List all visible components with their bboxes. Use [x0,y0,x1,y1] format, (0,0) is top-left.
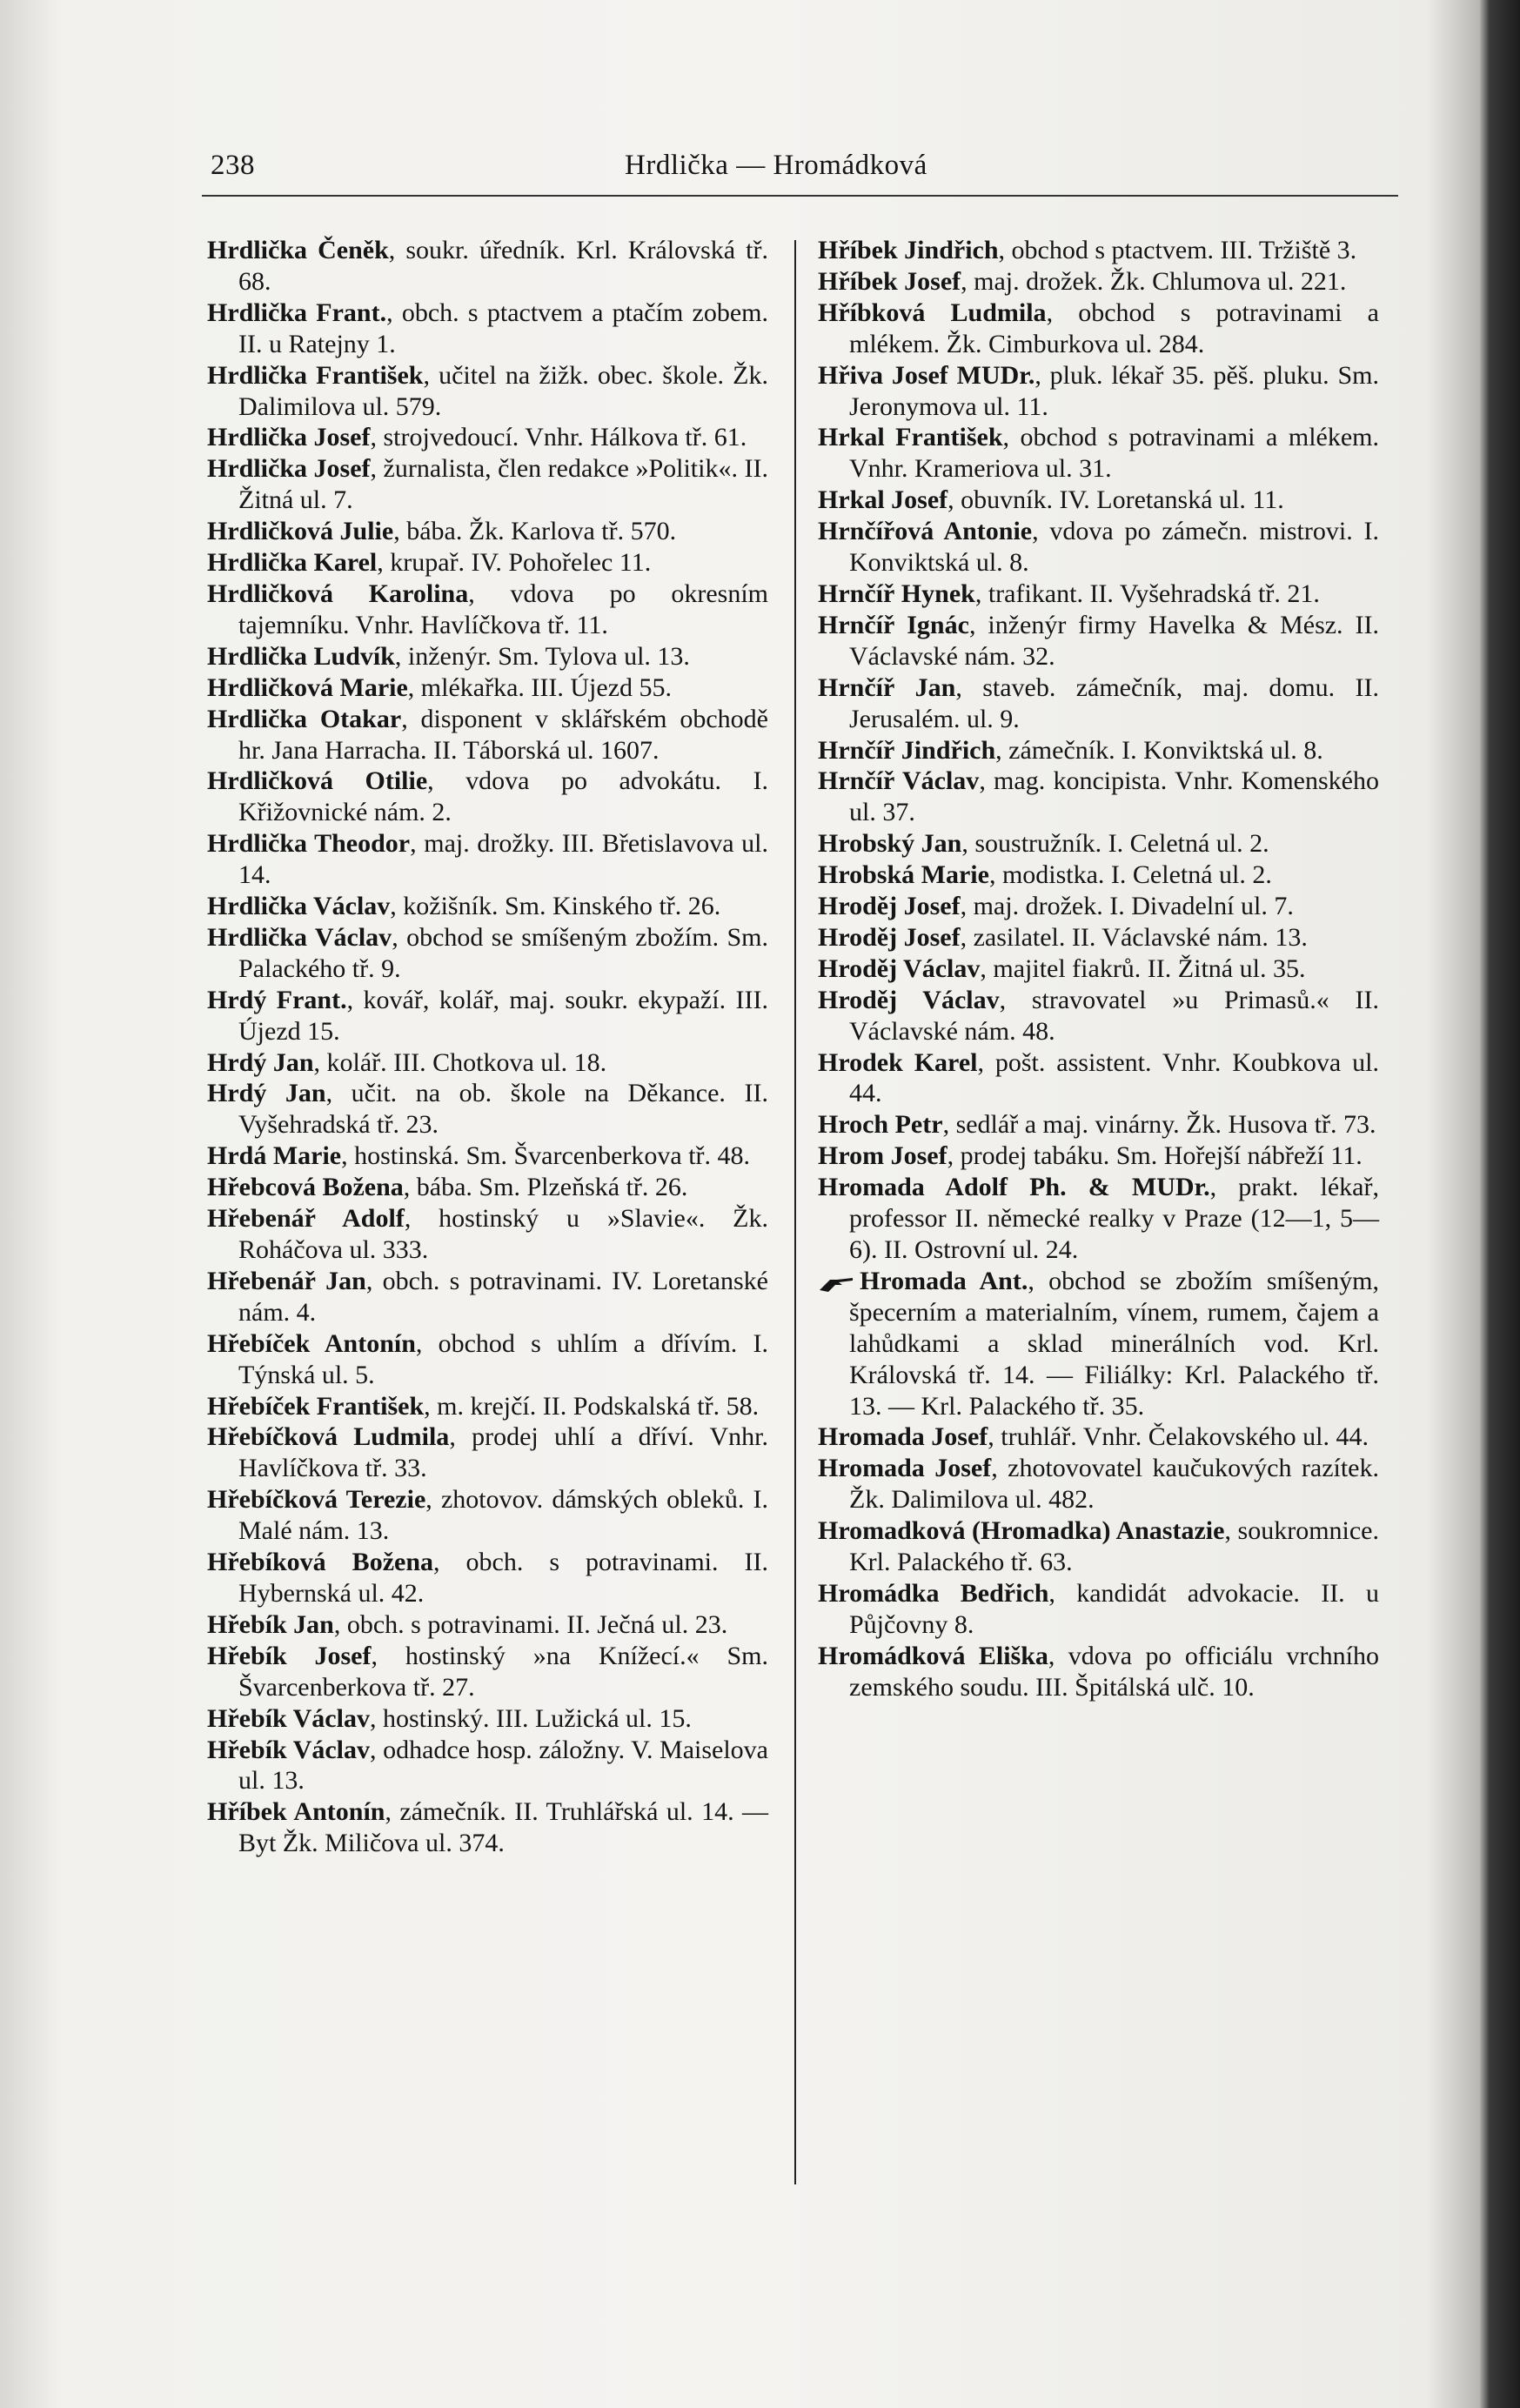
entry-details: , soustružník. I. Celetná ul. 2. [961,829,1269,859]
entry-name: Hrdličková Marie [207,672,408,702]
directory-entry [207,1735,768,1797]
header-rule [202,195,1398,197]
entry-name: Hrdlička Theodor [207,829,411,859]
entry-details: , mlékařka. III. Újezd 55. [407,672,673,702]
directory-entry [207,1796,768,1859]
entry-name: Hřebíčková Ludmila [207,1422,450,1452]
directory-entry [818,766,1379,828]
directory-entry [818,610,1379,672]
entry-details: , zasilatel. II. Václavské nám. 13. [960,922,1308,952]
entry-details: , vdova po okresním tajemníku. Vnhr. Havlíčkova tř. 11. [238,579,768,639]
entry-name: Hrdlička Josef [207,423,371,452]
entry-name: Hromada Josef [818,1422,988,1452]
pointing-hand-icon [818,1273,854,1294]
entry-name: Hrdý Jan [207,1047,314,1077]
entry-name: Hřebík Václav [207,1735,371,1764]
entry-details: , obchod s potravinami a mlékem. Vnhr. Krameriova ul. 31. [849,423,1379,484]
entry-name: Hroděj Josef [818,922,961,952]
entry-name: Hroděj Josef [818,892,961,921]
directory-entry [207,579,768,641]
entry-name: Hříbek Jindřich [818,236,999,264]
entry-name: Hrnčířová Antonie [818,517,1033,546]
directory-entry [207,985,768,1047]
entry-name: Hřebík Václav [207,1703,370,1733]
entry-name: Hříbek Josef [818,266,961,296]
entry-details: , hostinská. Sm. Švarcenberkova tř. 48. [341,1141,751,1171]
entry-details: , m. krejčí. II. Podskalská tř. 58. [424,1391,760,1421]
directory-entry [818,266,1379,298]
directory-entry [818,828,1379,860]
left-column [207,235,768,1859]
entry-name: Hrdlička Otakar [207,704,402,733]
entry-details: , inženýr firmy Havelka & Mész. II. Václavské nám. 32. [849,610,1379,671]
running-title: Hrdlička — Hromádková [625,150,927,181]
directory-entry [207,516,768,547]
entry-details: , obchod se zbožím smíšeným, špecerním a materialním, vínem, rumem, čajem a lahůdkami a sklad minerálních vod. Krl. Královská tř. 14. — Filiálky: Krl. Palackého tř. 13. — Krl. Palackého tř. 35. [849,1266,1380,1421]
directory-entry [207,704,768,766]
entry-name: Hřebík Josef [207,1641,372,1670]
directory-entry [207,672,768,704]
directory-entry [207,1547,768,1609]
entry-details: , zhotovov. dámských obleků. I. Malé nám. 13. [238,1485,768,1546]
entry-name: Hroděj Václav [818,953,981,983]
entry-name: Hrnčíř Jan [818,672,956,702]
directory-entry [207,1421,768,1484]
right-column [818,235,1379,1703]
entry-name: Hřebenář Adolf [207,1204,405,1234]
page-number: 238 [211,150,255,181]
entry-details: , obchod s uhlím a dřívím. I. Týnská ul. 5. [238,1328,768,1389]
directory-entry [207,1203,768,1266]
entry-name: Hromádka Bedřich [818,1578,1049,1608]
entry-details: , prodej tabáku. Sm. Hořejší nábřeží 11. [947,1141,1363,1171]
entry-name: Hříbková Ludmila [818,298,1047,327]
entry-name: Hrkal Josef [818,485,948,515]
directory-entry [207,1078,768,1140]
entry-name: Hrkal František [818,423,1003,452]
entry-name: Hrdlička Josef [207,454,371,484]
entry-details: , trafikant. II. Vyšehradská tř. 21. [974,579,1320,608]
entry-details: , staveb. zámečník, maj. domu. II. Jerusalém. ul. 9. [849,672,1379,733]
directory-entry [818,735,1379,766]
entry-name: Hrnčíř Hynek [818,579,975,608]
entry-details: , žurnalista, člen redakce »Politik«. II. Žitná ul. 7. [238,454,768,515]
directory-entry [207,828,768,891]
directory-entry [207,891,768,922]
column-divider [794,240,796,2184]
entry-name: Hrnčíř Ignác [818,610,969,639]
entry-details: , mag. koncipista. Vnhr. Komenského ul. 37. [849,766,1379,827]
entry-details: , kolář. III. Chotkova ul. 18. [313,1047,607,1077]
entry-details: , obchod s ptactvem. III. Tržiště 3. [998,236,1357,264]
entry-details: , kovář, kolář, maj. soukr. ekypaží. III. Újezd 15. [238,985,768,1046]
directory-entry [818,298,1379,360]
directory-entry [818,891,1379,922]
entry-name: Hromádková Eliška [818,1641,1048,1670]
entry-details: , kožišník. Sm. Kinského tř. 26. [390,892,721,921]
entry-details: , strojvedoucí. Vnhr. Hálkova tř. 61. [370,423,747,452]
directory-entry [207,1172,768,1203]
directory-entry [207,1328,768,1391]
directory-entry [207,1266,768,1328]
entry-name: Hrnčíř Jindřich [818,735,996,765]
directory-entry [818,1109,1379,1140]
entry-name: Hrom Josef [818,1141,947,1171]
entry-name: Hromadková (Hromadka) Anastazie [818,1516,1225,1546]
directory-entry [207,1641,768,1703]
directory-entry [207,298,768,360]
entry-name: Hrdý Frant. [207,985,347,1014]
directory-entry [207,453,768,516]
entry-details: , bába. Sm. Plzeňská tř. 26. [403,1173,688,1202]
entry-name: Hrnčíř Václav [818,766,980,796]
entry-details: , zámečník. I. Konviktská ul. 8. [995,735,1323,765]
directory-entry [818,1641,1379,1703]
directory-entry [207,1047,768,1079]
entry-details: , obuvník. IV. Loretanská ul. 11. [947,485,1284,515]
directory-entry [818,516,1379,579]
entry-details: , maj. drožky. III. Břetislavova ul. 14. [238,829,768,890]
entry-details: , maj. drožek. I. Divadelní ul. 7. [960,892,1294,921]
directory-entry [818,1515,1379,1578]
directory-entry [818,672,1379,735]
entry-details: , vdova po officiálu vrchního zemského soudu. III. Špitálská ulč. 10. [849,1641,1379,1702]
directory-entry [207,1391,768,1422]
entry-name: Hrdlička Karel [207,548,378,578]
entry-name: Hrdlička Čeněk [207,236,389,264]
entry-details: , zhotovovatel kaučukových razítek. Žk. Dalimilova ul. 482. [849,1454,1379,1515]
directory-entry [207,641,768,672]
entry-details: , modistka. I. Celetná ul. 2. [988,860,1272,890]
page-header [202,146,1398,188]
directory-entry [818,1453,1379,1515]
directory-entry [818,860,1379,891]
entry-name: Hřebíček Antonín [207,1328,416,1358]
directory-entry [207,766,768,828]
directory-entry [818,235,1379,266]
entry-name: Hrdlička Frant. [207,298,387,327]
directory-entry [207,1609,768,1641]
directory-entry [207,360,768,423]
entry-details: , kandidát advokacie. II. u Půjčovny 8. [849,1578,1379,1639]
entry-details: , učitel na žižk. obec. škole. Žk. Dalimilova ul. 579. [238,360,768,421]
directory-entry [818,1172,1379,1266]
entry-details: , prodej uhlí a dříví. Vnhr. Havlíčkova tř. 33. [238,1422,768,1483]
entry-details: , obchod se smíšeným zbožím. Sm. Palackého tř. 9. [238,922,769,983]
directory-entry [818,360,1379,423]
entry-details: , majitel fiakrů. II. Žitná ul. 35. [980,953,1306,983]
entry-name: Hromada Adolf Ph. & MUDr. [818,1173,1210,1202]
entry-details: , soukr. úředník. Krl. Královská tř. 68. [238,236,768,296]
entry-name: Hrdlička Ludvík [207,641,395,671]
directory-entry [818,1140,1379,1172]
entry-name: Hrobská Marie [818,860,989,890]
directory-entry [818,1266,1379,1422]
entry-name: Hřebenář Jan [207,1266,366,1295]
entry-details: , obch. s ptactvem a ptačím zobem. II. u Ratejny 1. [238,298,769,358]
directory-entry [207,922,768,985]
entry-name: Hromada Josef [818,1454,992,1483]
entry-details: , obch. s potravinami. II. Ječná ul. 23. [333,1609,728,1639]
entry-name: Hroch Petr [818,1110,943,1140]
directory-entry [818,485,1379,516]
entry-details: , disponent v sklářském obchodě hr. Jana Harracha. II. Táborská ul. 1607. [238,704,768,765]
entry-name: Hrdý Jan [207,1079,326,1108]
entry-details: , hostinský. III. Lužická ul. 15. [369,1703,692,1733]
directory-entry [207,547,768,579]
directory-entry [207,1140,768,1172]
entry-name: Hrdlička Václav [207,892,391,921]
directory-entry [207,1703,768,1735]
entry-name: Hromada Ant. [860,1266,1028,1295]
entry-details: , obch. s potravinami. II. Hybernská ul. 42. [238,1548,768,1608]
entry-details: , soukromnice. Krl. Palackého tř. 63. [849,1516,1379,1577]
entry-name: Hřebíková Božena [207,1548,434,1577]
entry-name: Hřebíčková Terezie [207,1485,426,1515]
entry-details: , pošt. assistent. Vnhr. Koubkova ul. 44. [849,1047,1379,1108]
entry-name: Hrdličková Otilie [207,766,428,796]
entry-details: , krupař. IV. Pohořelec 11. [377,548,652,578]
directory-entry [207,422,768,453]
entry-name: Hřiva Josef MUDr. [818,360,1035,390]
entry-details: , pluk. lékař 35. pěš. pluku. Sm. Jeronymova ul. 11. [849,360,1379,421]
entry-name: Hrdličková Julie [207,517,394,546]
entry-details: , vdova po zámečn. mistrovi. I. Konviktská ul. 8. [849,517,1379,578]
entry-name: Hříbek Antonín [207,1797,385,1827]
directory-entry [818,1578,1379,1641]
entry-name: Hroděj Václav [818,985,1000,1014]
entry-details: , hostinský u »Slavie«. Žk. Roháčova ul. 333. [238,1204,768,1264]
entry-details: , prakt. lékař, professor II. německé realky v Praze (12—1, 5—6). II. Ostrovní ul. 24. [849,1173,1379,1264]
entry-details: , obch. s potravinami. IV. Loretanské nám. 4. [238,1266,768,1327]
entry-details: , vdova po advokátu. I. Křižovnické nám. 2. [238,766,768,827]
entry-name: Hrdlička Václav [207,922,392,952]
directory-entry [818,422,1379,485]
entry-name: Hrdá Marie [207,1141,342,1171]
entry-details: , odhadce hosp. záložny. V. Maiselova ul. 13. [238,1735,768,1796]
entry-name: Hrdlička František [207,360,424,390]
directory-entry [207,1484,768,1547]
entry-details: , zámečník. II. Truhlářská ul. 14. — Byt Žk. Miličova ul. 374. [238,1797,768,1858]
entry-name: Hrdličková Karolina [207,579,469,608]
directory-entry [818,953,1379,985]
directory-entry [818,922,1379,953]
entry-details: , stravovatel »u Primasů.« II. Václavské nám. 48. [849,985,1380,1046]
directory-entry [818,579,1379,610]
entry-details: , učit. na ob. škole na Děkance. II. Vyšehradská tř. 23. [238,1079,768,1140]
entry-details: , maj. drožek. Žk. Chlumova ul. 221. [961,266,1347,296]
entry-name: Hřebcová Božena [207,1173,404,1202]
entry-name: Hrobský Jan [818,829,962,859]
entry-name: Hřebík Jan [207,1609,334,1639]
directory-entry [818,1047,1379,1110]
entry-name: Hrodek Karel [818,1047,978,1077]
directory-entry [818,1421,1379,1453]
entry-details: , inženýr. Sm. Tylova ul. 13. [394,641,690,671]
entry-details: , hostinský »na Knížecí.« Sm. Švarcenberkova tř. 27. [238,1641,768,1702]
entry-details: , sedlář a maj. vinárny. Žk. Husova tř. 73. [942,1110,1376,1140]
directory-entry [207,235,768,298]
entry-details: , obchod s potravinami a mlékem. Žk. Cimburkova ul. 284. [849,298,1379,358]
directory-entry [818,985,1379,1047]
entry-details: , truhlář. Vnhr. Čelakovského ul. 44. [988,1422,1369,1452]
entry-details: , bába. Žk. Karlova tř. 570. [393,517,677,546]
entry-name: Hřebíček František [207,1391,425,1421]
